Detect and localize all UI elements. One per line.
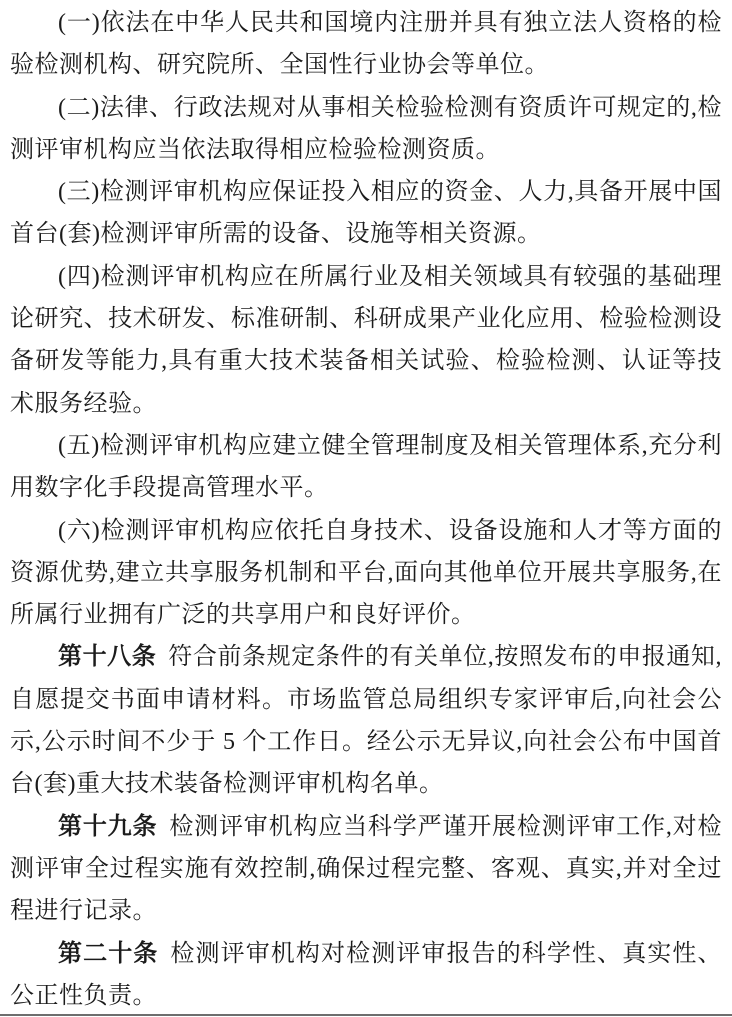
clause-item-5 [10,425,722,510]
article-19-number: 第十九条 [58,812,158,840]
clause-text: (五)检测评审机构应建立健全管理制度及相关管理体系,充分利用数字化手段提高管理水平。 [10,432,722,502]
clause-item-2 [10,87,722,172]
article-18-text: 符合前条规定条件的有关单位,按照发布的申报通知,自愿提交书面申请材料。市场监管总局组织专家评审后,向社会公示,公示时间不少于 5 个工作日。经公示无异议,向社会公布中国首台(套)重大技术装备检测评审机构名单。 [10,644,722,798]
article-20 [10,933,722,1017]
clause-text: (一)依法在中华人民共和国境内注册并具有独立法人资格的检验检测机构、研究院所、全国性行业协会等单位。 [10,10,722,79]
article-18 [10,636,722,805]
clause-text: (六)检测评审机构应依托自身技术、设备设施和人才等方面的资源优势,建立共享服务机制和平台,面向其他单位开展共享服务,在所属行业拥有广泛的共享用户和良好评价。 [10,517,722,629]
article-20-text: 检测评审机构对检测评审报告的科学性、真实性、公正性负责。 [10,940,723,1009]
clause-text: (三)检测评审机构应保证投入相应的资金、人力,具备开展中国首台(套)检测评审所需的设备、设施等相关资源。 [10,179,722,248]
clause-text: (四)检测评审机构应在所属行业及相关领域具有较强的基础理论研究、技术研发、标准研制、科研成果产业化应用、检验检测设备研发等能力,具有重大技术装备相关试验、检验检测、认证等技术服务经验。 [10,263,722,417]
clause-text: (二)法律、行政法规对从事相关检验检测有资质许可规定的,检测评审机构应当依法取得相应检验检测资质。 [10,94,722,163]
clause-item-6 [10,510,722,637]
clause-item-3 [10,171,722,256]
article-19 [10,806,722,933]
article-20-number: 第二十条 [58,939,159,967]
article-19-text: 检测评审机构应当科学严谨开展检测评审工作,对检测评审全过程实施有效控制,确保过程完整、客观、真实,并对全过程进行记录。 [10,813,723,925]
clause-item-4 [10,256,722,425]
article-18-number: 第十八条 [58,643,157,671]
clause-item-1 [10,2,722,87]
